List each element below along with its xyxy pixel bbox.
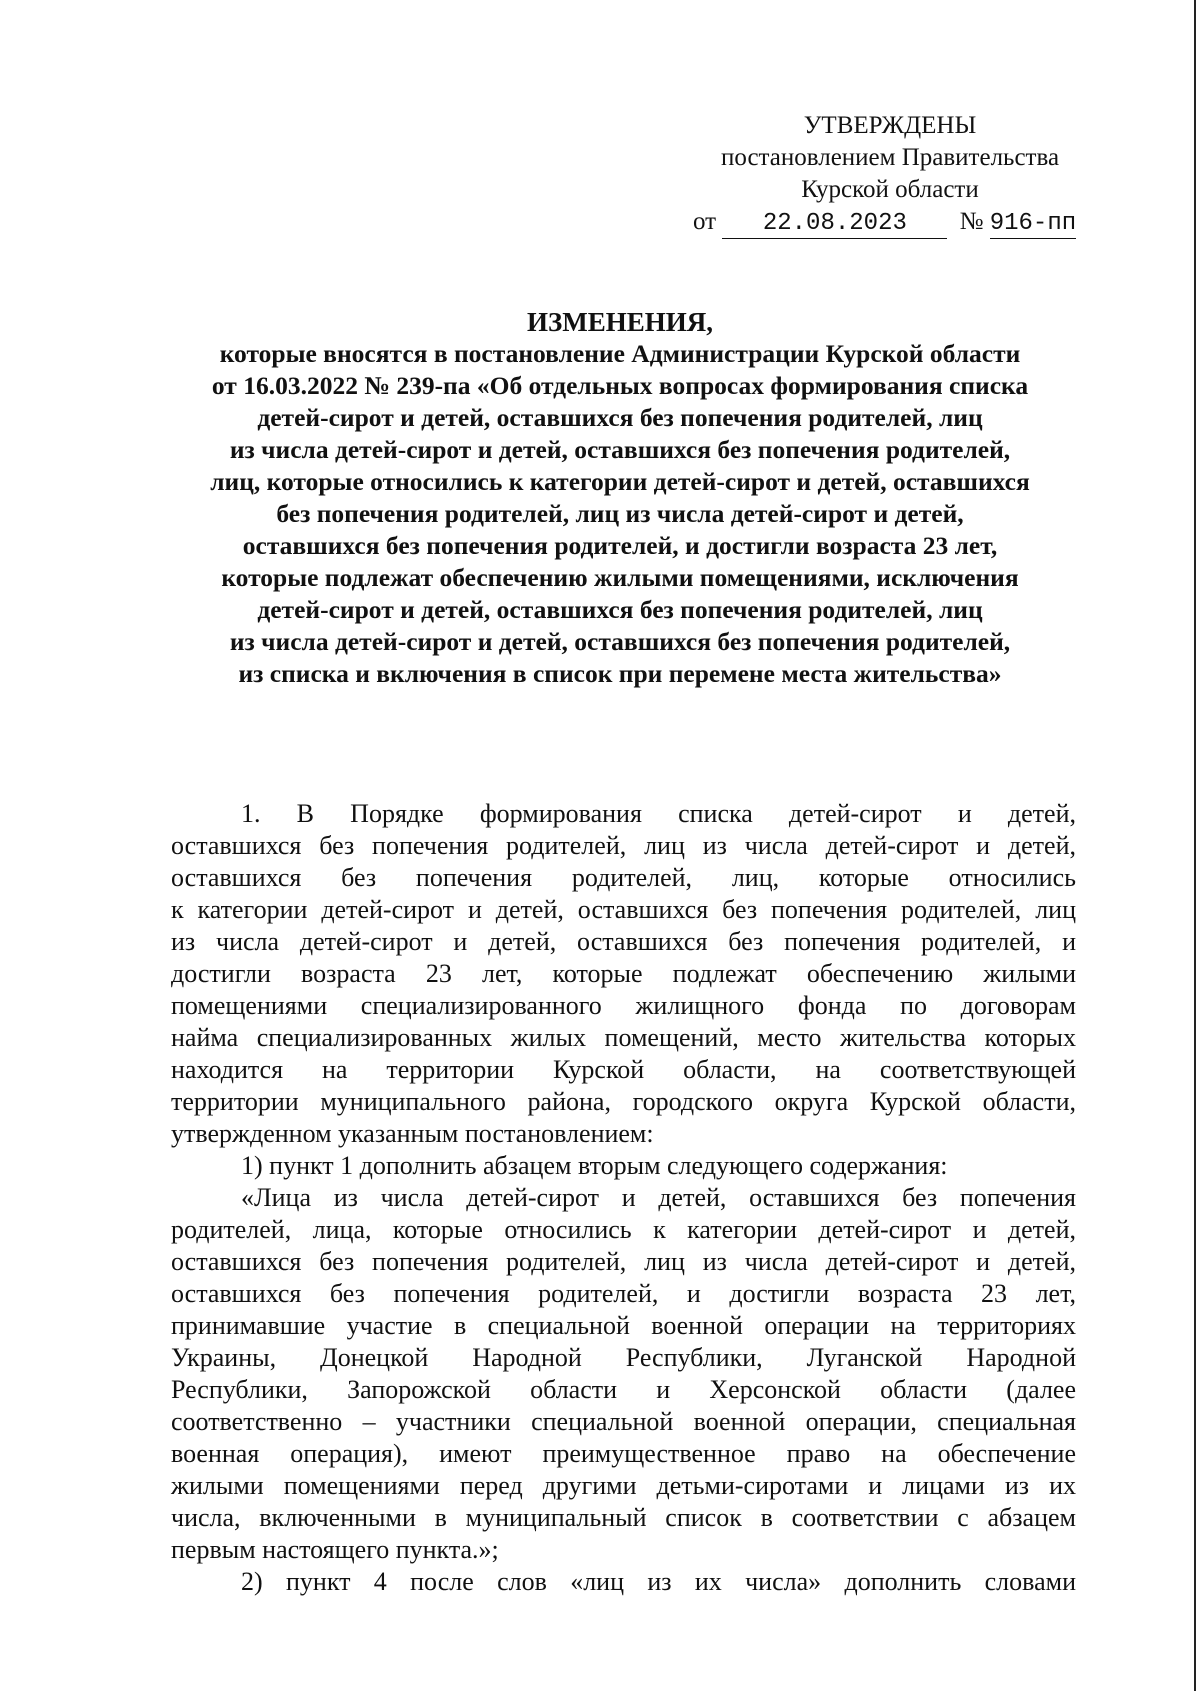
approval-date: 22.08.2023	[722, 210, 947, 239]
title-line: из списка и включения в список при перемене места жительства»	[238, 659, 1002, 688]
title-line: без попечения родителей, лиц из числа детей-сирот и детей,	[276, 499, 964, 528]
approval-authority: постановлением Правительства	[720, 144, 1060, 171]
approval-number: 916-пп	[989, 210, 1077, 237]
body-line: найма специализированных жилых помещений, место жительства которых	[171, 1023, 1076, 1052]
title-line: детей-сирот и детей, оставшихся без попечения родителей, лиц	[257, 595, 983, 624]
body-line: достигли возраста 23 лет, которые подлежат обеспечению жилыми	[171, 959, 1076, 988]
approval-region: Курской области	[801, 176, 979, 203]
body-line: жилыми помещениями перед другими детьми-сиротами и лицами из их	[171, 1471, 1076, 1500]
body-line: оставшихся без попечения родителей, лиц, которые относились	[171, 863, 1076, 892]
title-line: лиц, которые относились к категории детей-сирот и детей, оставшихся	[210, 467, 1030, 496]
body-line: 1) пункт 1 дополнить абзацем вторым следующего содержания:	[241, 1151, 948, 1180]
approval-heading: УТВЕРЖДЕНЫ	[803, 112, 977, 139]
body-line: соответственно – участники специальной военной операции, специальная	[171, 1407, 1076, 1436]
body-line: Украины, Донецкой Народной Республики, Луганской Народной	[171, 1343, 1076, 1372]
body-line: территории муниципального района, городского округа Курской области,	[171, 1087, 1076, 1116]
date-prefix: от	[693, 208, 717, 235]
title-line: оставшихся без попечения родителей, и достигли возраста 23 лет,	[242, 531, 998, 560]
body-line: военная операция), имеют преимущественное право на обеспечение	[171, 1439, 1076, 1468]
title-line: от 16.03.2022 № 239-па «Об отдельных вопросах формирования списка	[211, 371, 1029, 400]
title-line: из числа детей-сирот и детей, оставшихся без попечения родителей,	[229, 435, 1011, 464]
body-line: оставшихся без попечения родителей, лиц из числа детей-сирот и детей,	[171, 831, 1076, 860]
body-line: первым настоящего пункта.»;	[171, 1535, 499, 1564]
title-line: которые вносятся в постановление Администрации Курской области	[219, 339, 1021, 368]
body-line: 2) пункт 4 после слов «лиц из их числа» дополнить словами	[241, 1567, 1076, 1596]
title-line: из числа детей-сирот и детей, оставшихся без попечения родителей,	[229, 627, 1011, 656]
body-line: 1. В Порядке формирования списка детей-сирот и детей,	[241, 799, 1076, 828]
document-title	[160, 306, 1080, 690]
body-line: «Лица из числа детей-сирот и детей, оставшихся без попечения	[241, 1183, 1076, 1212]
body-line: из числа детей-сирот и детей, оставшихся без попечения родителей, и	[171, 927, 1076, 956]
body-line: к категории детей-сирот и детей, оставшихся без попечения родителей, лиц	[171, 895, 1076, 924]
document-body	[171, 798, 1076, 1598]
body-line: числа, включенными в муниципальный список в соответствии с абзацем	[171, 1503, 1076, 1532]
body-line: утвержденном указанным постановлением:	[171, 1119, 654, 1148]
body-line: оставшихся без попечения родителей, лиц из числа детей-сирот и детей,	[171, 1247, 1076, 1276]
body-line: находится на территории Курской области, на соответствующей	[171, 1055, 1076, 1084]
title-line: детей-сирот и детей, оставшихся без попечения родителей, лиц	[257, 403, 983, 432]
scan-edge-line	[1194, 0, 1196, 1691]
body-line: Республики, Запорожской области и Херсонской области (далее	[171, 1375, 1076, 1404]
body-line: принимавшие участие в специальной военной операции на территориях	[171, 1311, 1076, 1340]
body-line: родителей, лица, которые относились к категории детей-сирот и детей,	[171, 1215, 1076, 1244]
title-heading: ИЗМЕНЕНИЯ,	[526, 307, 713, 337]
number-prefix: №	[959, 208, 984, 235]
body-line: оставшихся без попечения родителей, и достигли возраста 23 лет,	[171, 1279, 1076, 1308]
approval-date-row	[690, 206, 1090, 239]
body-line: помещениями специализированного жилищного фонда по договорам	[171, 991, 1076, 1020]
title-line: которые подлежат обеспечению жилыми помещениями, исключения	[221, 563, 1019, 592]
approval-stamp	[690, 110, 1090, 239]
